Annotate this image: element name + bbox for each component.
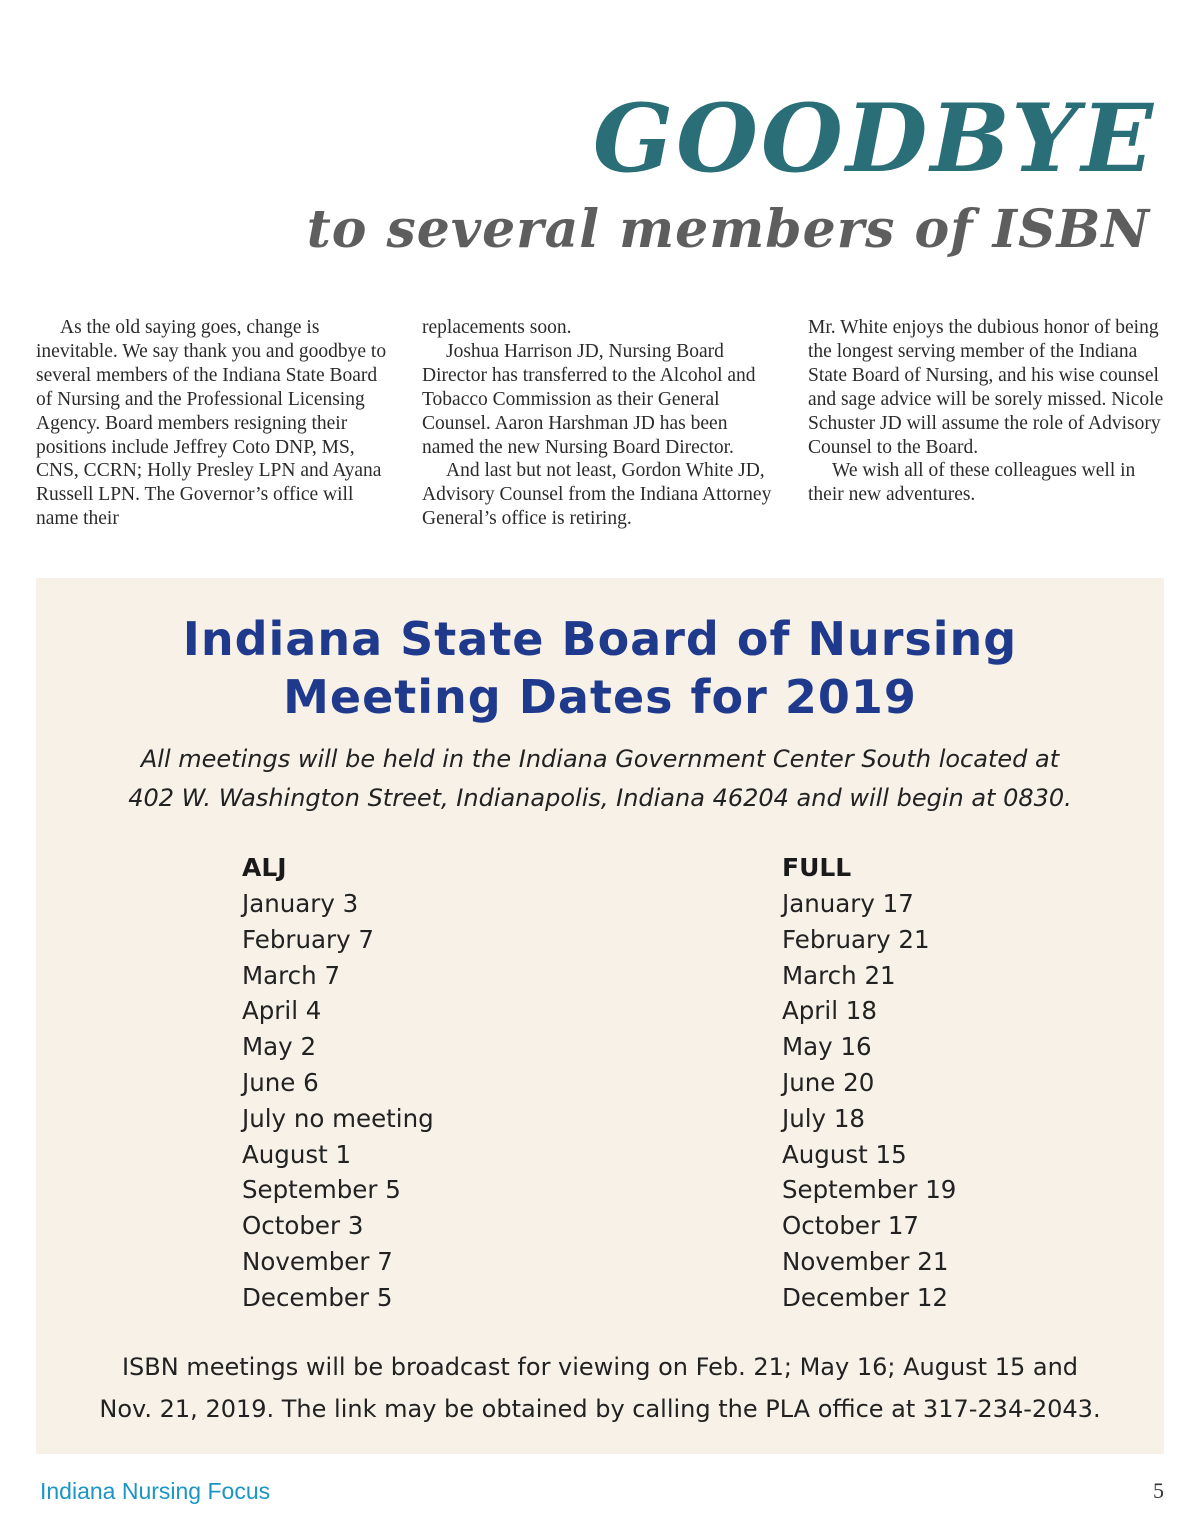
full-dates-column: [782, 850, 956, 1316]
article-paragraph: Joshua Harrison JD, Nursing Board Director has transferred to the Alcohol and Tobacco Commission as their General Counsel. Aaron Harshman JD has been named the new Nursing Board Director.: [422, 340, 756, 458]
article-paragraph: replacements soon.: [422, 317, 572, 338]
full-date: February 21: [782, 924, 930, 954]
alj-dates-column: [242, 850, 434, 1316]
page-number: 5: [1153, 1478, 1164, 1503]
article-paragraph: We wish all of these colleagues well in their new adventures.: [808, 460, 1136, 506]
article-paragraph: As the old saying goes, change is inevitable. We say thank you and goodbye to several members of the Indiana State Board of Nursing and the Professional Licensing Agency. Board members resigning their positions include Jeffrey Coto DNP, MS, CNS, CCRN; Holly Presley LPN and Ayana Russell LPN. The Governor’s office will name their: [36, 317, 387, 530]
article-body: [36, 316, 1164, 531]
article-column-2: [422, 316, 778, 531]
broadcast-line: Nov. 21, 2019. The link may be obtained by calling the PLA office at 317-234-2043.: [99, 1395, 1101, 1423]
alj-date: February 7: [242, 924, 374, 954]
article-column-3: [808, 316, 1164, 531]
alj-date: December 5: [242, 1282, 393, 1312]
meeting-dates-title: [36, 610, 1164, 726]
meeting-location-line: 402 W. Washington Street, Indianapolis, Indiana 46204 and will begin at 0830.: [128, 784, 1072, 812]
meeting-location-line: All meetings will be held in the Indiana Government Center South located at: [140, 745, 1060, 773]
full-date: August 15: [782, 1139, 907, 1169]
article-column-1: [36, 316, 392, 531]
full-date: September 19: [782, 1175, 957, 1205]
alj-date: November 7: [242, 1246, 393, 1276]
full-date: May 16: [782, 1032, 872, 1062]
broadcast-notice: [36, 1346, 1164, 1430]
article-headline: GOODBYE: [592, 84, 1156, 194]
meeting-dates-box: [36, 578, 1164, 1454]
meeting-location: [36, 740, 1164, 818]
meeting-title-line: Indiana State Board of Nursing: [182, 612, 1018, 666]
full-date: October 17: [782, 1211, 920, 1241]
alj-date: May 2: [242, 1032, 317, 1062]
alj-date: October 3: [242, 1211, 364, 1241]
full-date: November 21: [782, 1246, 949, 1276]
full-date: December 12: [782, 1282, 949, 1312]
publication-name: Indiana Nursing Focus: [40, 1478, 271, 1504]
full-date: March 21: [782, 960, 896, 990]
alj-date: January 3: [242, 889, 359, 918]
broadcast-line: ISBN meetings will be broadcast for viewing on Feb. 21; May 16; August 15 and: [121, 1353, 1079, 1381]
article-subheadline: to several members of ISBN: [306, 199, 1150, 260]
article-paragraph: Mr. White enjoys the dubious honor of being the longest serving member of the Indiana State Board of Nursing, and his wise counsel and sage advice will be sorely missed. Nicole Schuster JD will assume the role of Advisory Counsel to the Board.: [808, 317, 1164, 458]
full-date: June 20: [782, 1067, 875, 1097]
alj-date: July no meeting: [242, 1103, 434, 1133]
alj-date: August 1: [242, 1139, 352, 1169]
meeting-title-line: Meeting Dates for 2019: [283, 670, 917, 724]
alj-date: April 4: [242, 996, 322, 1026]
alj-heading: ALJ: [242, 853, 287, 882]
alj-date: September 5: [242, 1175, 401, 1205]
full-date: April 18: [782, 996, 877, 1026]
article-paragraph: And last but not least, Gordon White JD, Advisory Counsel from the Indiana Attorney General’s office is retiring.: [422, 460, 772, 530]
full-date: July 18: [782, 1103, 866, 1133]
alj-date: June 6: [242, 1067, 319, 1097]
full-heading: FULL: [782, 853, 852, 882]
alj-date: March 7: [242, 960, 341, 990]
full-date: January 17: [782, 889, 914, 918]
